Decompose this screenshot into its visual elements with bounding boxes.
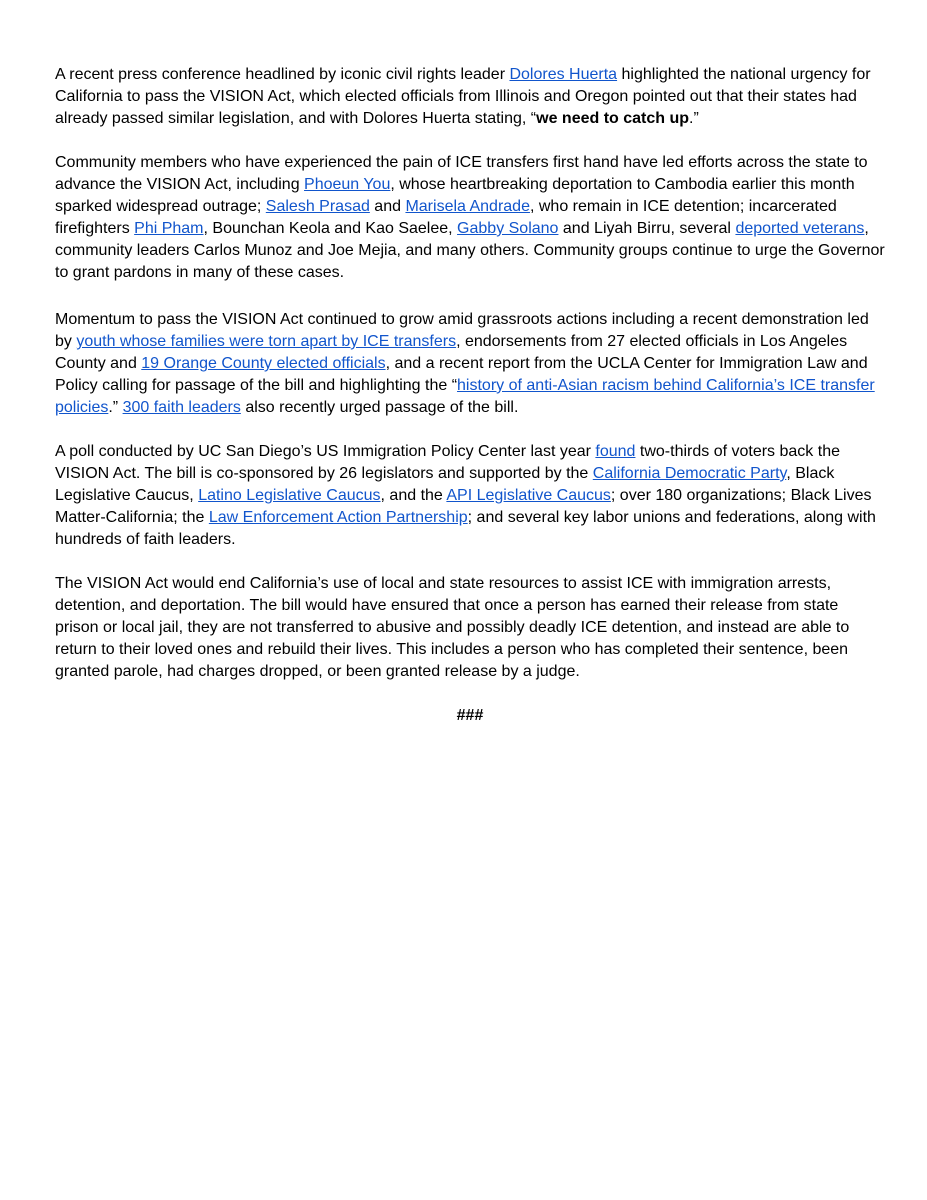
paragraph-poll [55, 441, 885, 551]
text: .” [108, 399, 123, 416]
paragraph-momentum [55, 309, 885, 419]
text: A recent press conference headlined by iconic civil rights leader [55, 66, 510, 83]
text: A poll conducted by UC San Diego’s US Immigration Policy Center last year [55, 443, 596, 460]
link-orange-county-officials[interactable]: 19 Orange County elected officials [141, 355, 386, 372]
text: , Bounchan Keola and Kao Saelee, [203, 220, 458, 237]
link-phoeun-you[interactable]: Phoeun You [304, 176, 391, 193]
text: , and a recent report from the UCLA Center for Immigration Law and Policy calling for passage of the bill and highlighting the “ [55, 355, 868, 394]
link-phi-pham[interactable]: Phi Pham [134, 220, 204, 237]
text: also recently urged passage of the bill. [240, 399, 519, 416]
paragraph-vision-act-summary [55, 573, 885, 683]
document-page [55, 64, 885, 743]
link-youth-families[interactable]: youth whose families were torn apart by ICE transfers [76, 333, 457, 350]
text: Community members who have experienced the pain of ICE transfers first hand have led efforts across the state to advance the VISION Act, including [55, 154, 868, 193]
text: ; over 180 organizations; Black Lives Matter-California; the [55, 487, 872, 526]
link-history-anti-asian-racism[interactable]: history of anti-Asian racism behind California’s ICE transfer policies [55, 377, 875, 416]
link-deported-veterans[interactable]: deported veterans [735, 220, 865, 237]
text: ; and several key labor unions and federations, along with hundreds of faith leaders. [55, 509, 876, 548]
link-law-enforcement-action-partnership[interactable]: Law Enforcement Action Partnership [208, 509, 468, 526]
text: and Liyah Birru, several [558, 220, 736, 237]
link-found[interactable]: found [595, 443, 636, 460]
text: , and the [380, 487, 447, 504]
end-mark: ### [456, 707, 484, 724]
text: The VISION Act would end California’s use of local and state resources to assist ICE with immigration arrests, detention, and deportation. The bill would have ensured that once a person has earned their release from state prison or local jail, they are not transferred to abusive and possibly deadly ICE detention, and instead are able to return to their loved ones and rebuild their lives. This includes a person who has completed their sentence, been granted parole, had charges dropped, or been granted release by a judge. [55, 575, 850, 680]
quote-bold: we need to catch up [536, 110, 690, 127]
text: Momentum to pass the VISION Act continued to grow amid grassroots actions including a recent demonstration led by [55, 311, 869, 350]
text: , whose heartbreaking deportation to Cambodia earlier this month sparked widespread outrage; [55, 176, 855, 215]
link-gabby-solano[interactable]: Gabby Solano [457, 220, 559, 237]
text: , community leaders Carlos Munoz and Joe Mejia, and many others. Community groups continue to urge the Governor to grant pardons in many of these cases. [55, 220, 885, 281]
text: .” [689, 110, 699, 127]
link-api-legislative-caucus[interactable]: API Legislative Caucus [446, 487, 611, 504]
link-latino-legislative-caucus[interactable]: Latino Legislative Caucus [198, 487, 381, 504]
link-marisela-andrade[interactable]: Marisela Andrade [405, 198, 530, 215]
text: and [369, 198, 406, 215]
link-dolores-huerta[interactable]: Dolores Huerta [509, 66, 618, 83]
paragraph-press-conference [55, 64, 885, 130]
link-salesh-prasad[interactable]: Salesh Prasad [265, 198, 370, 215]
link-california-democratic-party[interactable]: California Democratic Party [592, 465, 787, 482]
text: two-thirds of voters back the VISION Act. The bill is co-sponsored by 26 legislators and supported by the [55, 443, 840, 482]
link-300-faith-leaders[interactable]: 300 faith leaders [122, 399, 241, 416]
text: , who remain in ICE detention; incarcerated firefighters [55, 198, 837, 237]
text: , endorsements from 27 elected officials in Los Angeles County and [55, 333, 848, 372]
text: , Black Legislative Caucus, [55, 465, 835, 504]
paragraph-community-members [55, 152, 885, 284]
text: highlighted the national urgency for California to pass the VISION Act, which elected officials from Illinois and Oregon pointed out that their states had already passed similar legislation, and with Dolores Huerta stating, “ [55, 66, 871, 127]
